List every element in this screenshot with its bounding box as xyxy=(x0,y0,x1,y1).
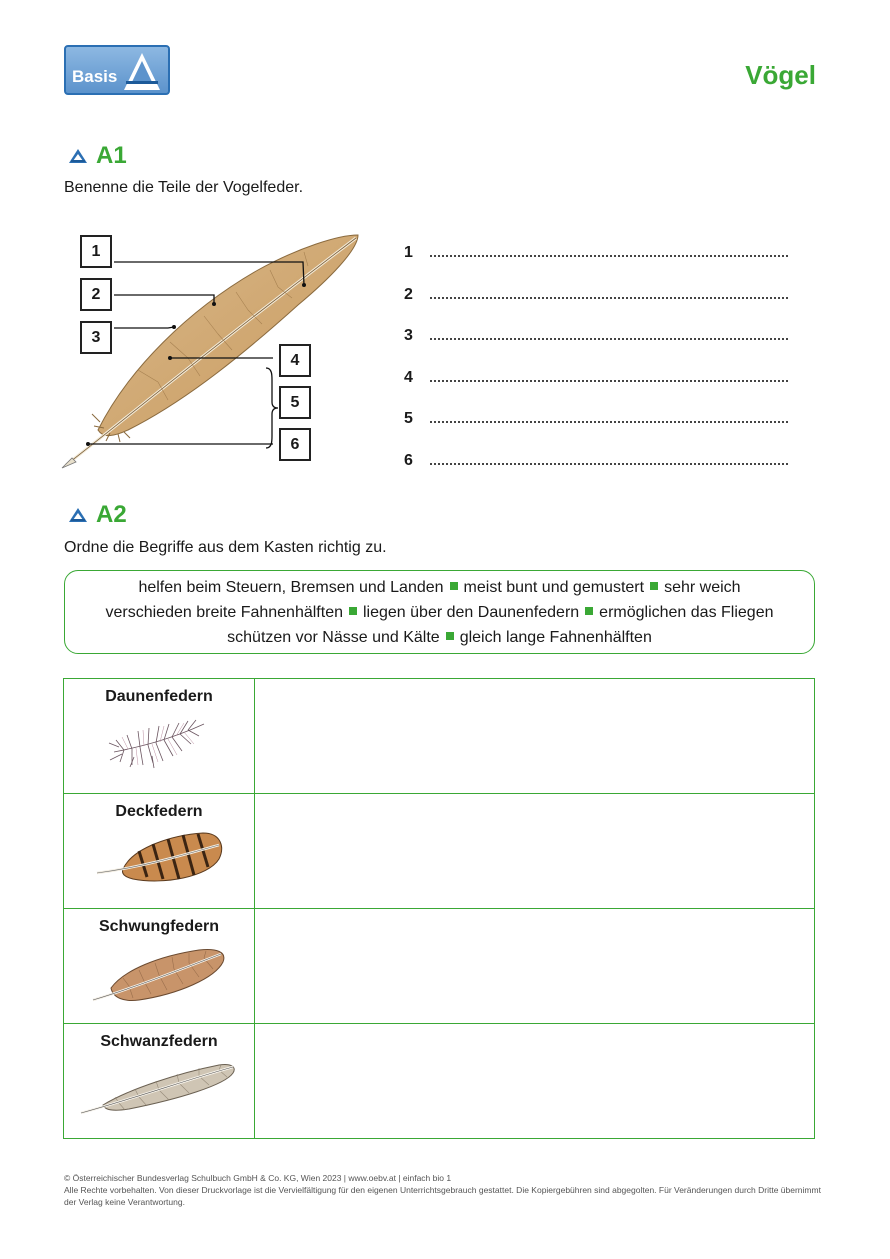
triangle-logo-icon xyxy=(120,50,164,92)
figure-label-1: 1 xyxy=(80,235,112,268)
row-title-schwungfedern: Schwungfedern xyxy=(98,918,219,935)
feather-types-table xyxy=(63,678,815,1139)
answer-cell-schwanzfedern[interactable] xyxy=(255,1024,815,1139)
level-triangle-icon xyxy=(68,507,88,523)
row-title-schwanzfedern: Schwanzfedern xyxy=(100,1033,218,1050)
answer-line[interactable] xyxy=(430,409,788,423)
page-title: Vögel xyxy=(745,60,816,90)
section-a1-heading xyxy=(68,142,127,170)
answer-row-4[interactable] xyxy=(404,368,788,387)
term-line-3 xyxy=(65,625,814,650)
answer-line[interactable] xyxy=(430,451,788,465)
figure-label-6: 6 xyxy=(279,428,311,461)
green-square-separator-icon xyxy=(446,632,454,640)
term: ermöglichen das Fliegen xyxy=(599,604,774,621)
green-square-separator-icon xyxy=(349,607,357,615)
feather-label-cell xyxy=(64,909,255,1024)
feather-label-cell xyxy=(64,1024,255,1139)
logo-text: Basis xyxy=(72,67,118,86)
feather-label-cell xyxy=(64,679,255,794)
section-a2-heading xyxy=(68,501,127,529)
level-triangle-icon xyxy=(68,148,88,164)
green-square-separator-icon xyxy=(585,607,593,615)
answer-number: 6 xyxy=(404,452,413,469)
answer-cell-daunenfedern[interactable] xyxy=(255,679,815,794)
figure-label-2: 2 xyxy=(80,278,112,311)
answer-line[interactable] xyxy=(430,285,788,299)
term: gleich lange Fahnenhälften xyxy=(459,629,652,646)
answer-number: 1 xyxy=(404,244,413,261)
green-square-separator-icon xyxy=(650,582,658,590)
term-line-2 xyxy=(65,600,814,625)
term: verschieden breite Fahnenhälften xyxy=(105,604,343,621)
row-title-deckfedern: Deckfedern xyxy=(115,803,203,820)
answer-row-2[interactable] xyxy=(404,285,788,304)
footer-copyright: © Österreichischer Bundesverlag Schulbuch GmbH & Co. KG, Wien 2023 | www.oebv.at | einfach bio 1 xyxy=(64,1173,452,1183)
answer-row-3[interactable] xyxy=(404,326,788,345)
term-line-1 xyxy=(65,575,814,600)
answer-row-6[interactable] xyxy=(404,451,788,470)
a1-instruction: Benenne die Teile der Vogelfeder. xyxy=(64,179,304,196)
answer-number: 5 xyxy=(404,410,413,427)
feather-label-cell xyxy=(64,794,255,909)
footer xyxy=(64,1172,824,1208)
answer-row-1[interactable] xyxy=(404,243,788,262)
term-box xyxy=(64,570,815,654)
flight-feather-image xyxy=(89,942,229,1008)
section-a1-label: A1 xyxy=(96,142,127,169)
section-a2-label: A2 xyxy=(96,501,127,528)
term: liegen über den Daunenfedern xyxy=(363,604,580,621)
figure-label-3: 3 xyxy=(80,321,112,354)
footer-rights: Alle Rechte vorbehalten. Von dieser Druckvorlage ist die Vervielfältigung für den eigenen Unterrichtsgebrauch gestattet. Die Kopiergebühren sind abgegolten. Für Veränderungen durch Dritte übernimmt der Verlag keine Verantwortung. xyxy=(64,1185,821,1207)
basis-logo xyxy=(64,45,170,95)
answer-number: 2 xyxy=(404,286,413,303)
answer-row-5[interactable] xyxy=(404,409,788,428)
term: schützen vor Nässe und Kälte xyxy=(227,629,440,646)
answer-line[interactable] xyxy=(430,326,788,340)
figure-label-5: 5 xyxy=(279,386,311,419)
term: meist bunt und gemustert xyxy=(463,579,645,596)
answer-number: 3 xyxy=(404,327,413,344)
term: sehr weich xyxy=(664,579,741,596)
down-feather-image xyxy=(104,712,214,778)
answer-number: 4 xyxy=(404,369,413,386)
table-row xyxy=(64,909,815,1024)
answer-line[interactable] xyxy=(430,243,788,257)
answer-cell-schwungfedern[interactable] xyxy=(255,909,815,1024)
table-row xyxy=(64,1024,815,1139)
answer-cell-deckfedern[interactable] xyxy=(255,794,815,909)
row-title-daunenfedern: Daunenfedern xyxy=(105,688,213,705)
tail-feather-image xyxy=(79,1057,239,1117)
answer-line[interactable] xyxy=(430,368,788,382)
a2-instruction: Ordne die Begriffe aus dem Kasten richtig zu. xyxy=(64,539,387,556)
term: helfen beim Steuern, Bremsen und Landen xyxy=(138,579,444,596)
green-square-separator-icon xyxy=(450,582,458,590)
table-row xyxy=(64,679,815,794)
figure-label-4: 4 xyxy=(279,344,311,377)
table-row xyxy=(64,794,815,909)
contour-feather-image xyxy=(93,827,225,889)
